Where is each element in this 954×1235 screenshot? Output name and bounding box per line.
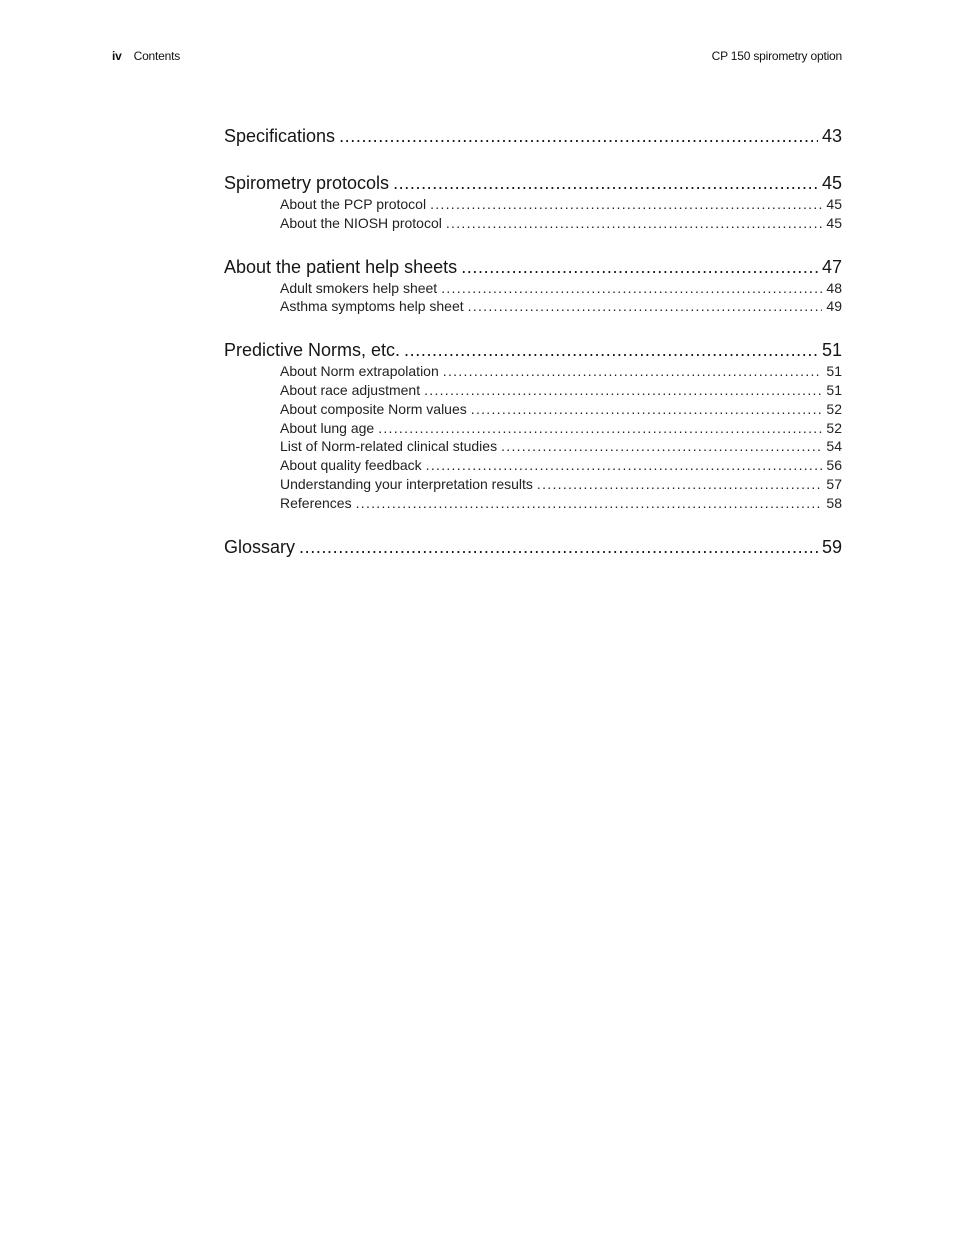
toc-subentry-title: About quality feedback (280, 457, 422, 474)
toc-entry-spirometry-protocols[interactable] (224, 171, 842, 195)
toc-subentry[interactable] (224, 456, 842, 475)
toc-entry-page: 45 (821, 173, 842, 193)
dot-leader (404, 338, 818, 362)
toc-subentry-title: About lung age (280, 419, 375, 436)
running-header-left (112, 49, 180, 63)
dot-leader (393, 171, 818, 195)
toc-subentry[interactable] (224, 297, 842, 316)
toc-subentry-title: About composite Norm values (280, 400, 467, 417)
toc-subentry[interactable] (224, 400, 842, 419)
dot-leader (537, 475, 823, 494)
toc-subentry-page: 49 (826, 298, 842, 315)
toc-subentry[interactable] (224, 362, 842, 381)
section-name: Contents (133, 49, 181, 63)
toc-entry-title: Glossary (224, 536, 296, 557)
dot-leader (426, 456, 823, 475)
toc-subentry[interactable] (224, 494, 842, 513)
page-number: iv (112, 49, 122, 63)
toc-subentry[interactable] (224, 437, 842, 456)
dot-leader (356, 494, 823, 513)
toc-entry-title: Specifications (224, 126, 336, 146)
toc-group-patient-help-sheets (224, 255, 842, 317)
toc-subentry[interactable] (224, 195, 842, 214)
table-of-contents (224, 124, 842, 559)
toc-subentry-page: 51 (826, 363, 842, 380)
toc-subentry[interactable] (224, 381, 842, 400)
toc-entry-title: Predictive Norms, etc. (224, 340, 401, 361)
spacer (224, 513, 842, 535)
toc-entry-predictive-norms[interactable] (224, 338, 842, 362)
toc-subentry[interactable] (224, 279, 842, 298)
toc-subentry-page: 58 (826, 494, 842, 511)
toc-group-predictive-norms (224, 338, 842, 512)
toc-subentry-page: 54 (826, 438, 842, 455)
toc-entry-specifications[interactable] (224, 124, 842, 148)
toc-subentry[interactable] (224, 475, 842, 494)
dot-leader (378, 419, 822, 438)
toc-entry-page: 59 (821, 536, 842, 557)
dot-leader (461, 255, 818, 279)
dot-leader (430, 195, 822, 214)
toc-entry-page: 47 (821, 256, 842, 277)
toc-entry-title: About the patient help sheets (224, 256, 458, 277)
dot-leader (471, 400, 823, 419)
toc-subentry-title: Asthma symptoms help sheet (280, 298, 464, 315)
spacer (224, 148, 842, 171)
toc-subentry-page: 48 (826, 279, 842, 296)
dot-leader (339, 124, 818, 148)
toc-entry-patient-help-sheets[interactable] (224, 255, 842, 279)
spacer (224, 316, 842, 338)
toc-subentry-title: Adult smokers help sheet (280, 279, 438, 296)
toc-subentry-page: 57 (826, 475, 842, 492)
toc-subentry-page: 52 (826, 400, 842, 417)
toc-group-glossary (224, 535, 842, 559)
toc-subentry-page: 45 (826, 214, 842, 231)
toc-subentry-page: 56 (826, 457, 842, 474)
toc-subentry-title: About the NIOSH protocol (280, 214, 442, 231)
toc-entry-page: 43 (821, 126, 842, 146)
toc-subentry-page: 51 (826, 381, 842, 398)
dot-leader (501, 437, 822, 456)
toc-subentry-title: Understanding your interpretation results (280, 475, 533, 492)
toc-subentry-page: 52 (826, 419, 842, 436)
dot-leader (441, 279, 822, 298)
dot-leader (443, 362, 823, 381)
toc-subentry-page: 45 (826, 196, 842, 212)
toc-group-specifications (224, 124, 842, 148)
dot-leader (468, 297, 823, 316)
toc-group-spirometry-protocols (224, 171, 842, 233)
toc-entry-glossary[interactable] (224, 535, 842, 559)
dot-leader (446, 214, 823, 233)
toc-subentry[interactable] (224, 214, 842, 233)
dot-leader (299, 535, 818, 559)
toc-subentry-title: About the PCP protocol (280, 196, 427, 212)
toc-subentry-title: List of Norm-related clinical studies (280, 438, 498, 455)
document-title: CP 150 spirometry option (711, 49, 842, 63)
spacer (224, 233, 842, 255)
toc-entry-page: 51 (821, 340, 842, 361)
dot-leader (424, 381, 822, 400)
toc-entry-title: Spirometry protocols (224, 173, 390, 193)
toc-subentry[interactable] (224, 419, 842, 438)
toc-subentry-title: About Norm extrapolation (280, 363, 439, 380)
toc-subentry-title: References (280, 494, 352, 511)
toc-subentry-title: About race adjustment (280, 381, 421, 398)
running-header (112, 49, 842, 67)
